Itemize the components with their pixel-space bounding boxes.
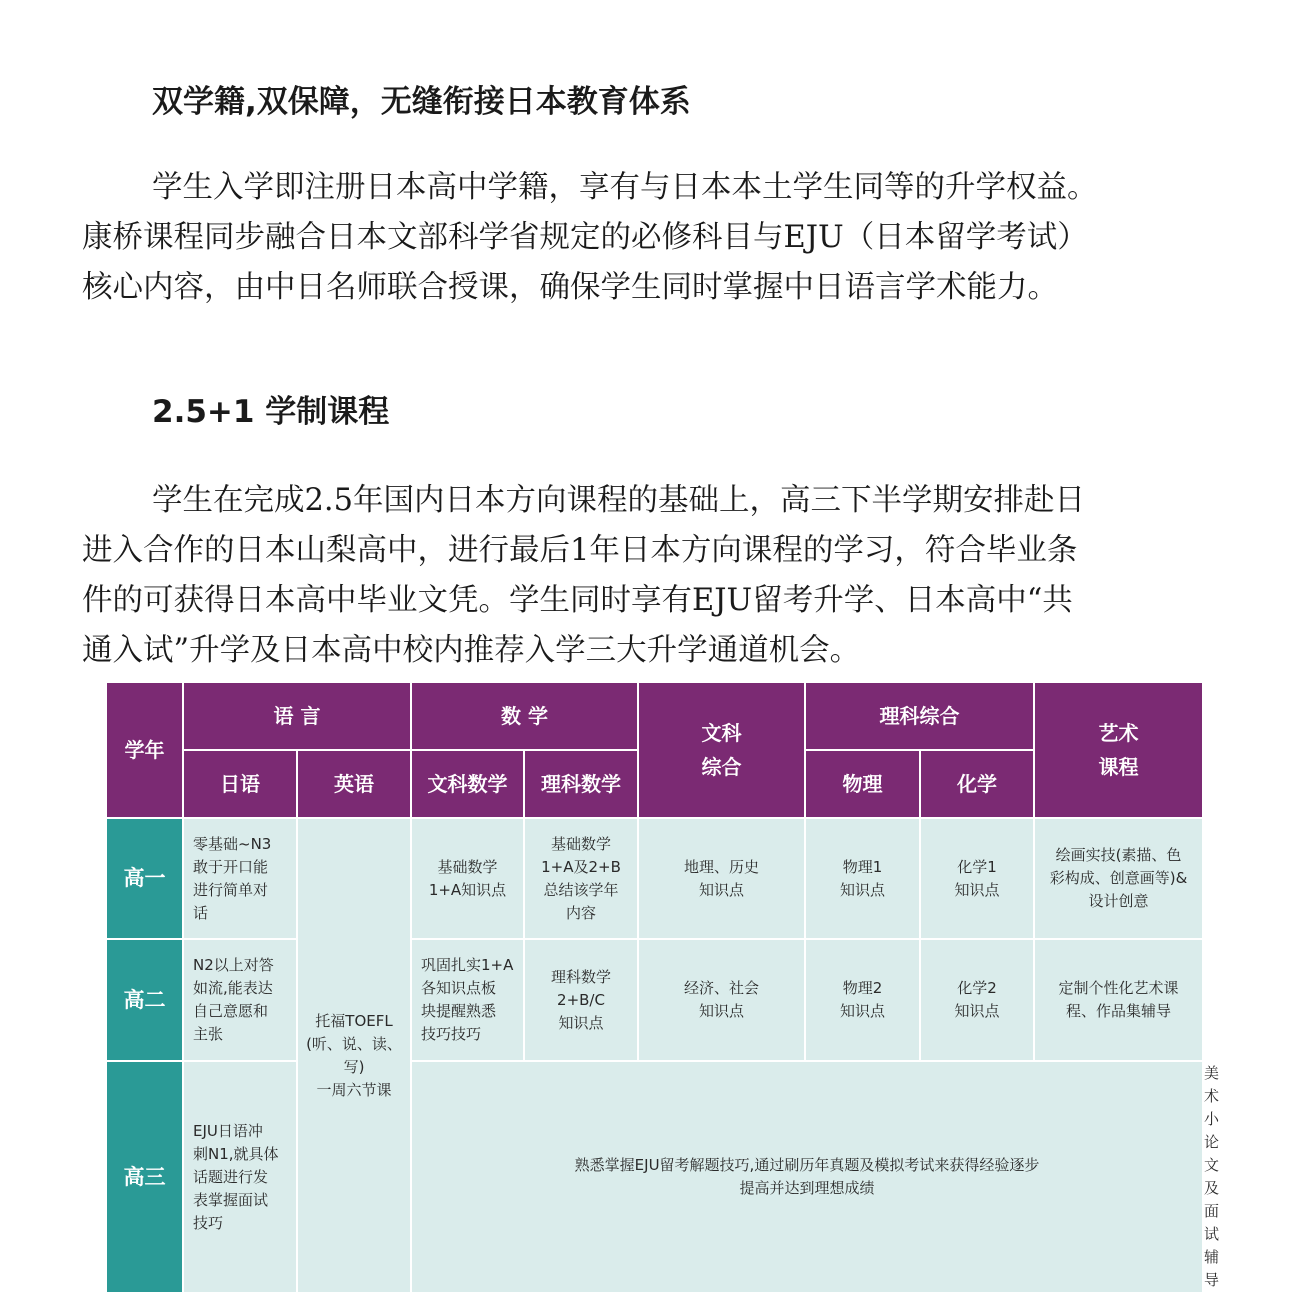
cell-exam-prep: 熟悉掌握EJU留考解题技巧,通过刷历年真题及模拟考试来获得经验逐步 提高并达到理想成绩 <box>411 1061 1203 1293</box>
cell-japanese: EJU日语冲 刺N1,就具体 话题进行发 表掌握面试 技巧 <box>183 1061 297 1293</box>
paragraph-line: 进入合作的日本山梨高中，进行最后1年日本方向课程的学习，符合毕业条 <box>82 533 1078 568</box>
header-liberal-arts: 文科 综合 <box>638 682 805 818</box>
table-row <box>106 939 1203 1061</box>
row-label-grade1: 高一 <box>106 818 183 939</box>
cell-physics: 物理1 知识点 <box>805 818 920 939</box>
cell-art: 绘画实技(素描、色 彩构成、创意画等)& 设计创意 <box>1034 818 1203 939</box>
paragraph-line: 学生入学即注册日本高中学籍，享有与日本本土学生同等的升学权益。 <box>152 170 1098 205</box>
header-physics: 物理 <box>805 750 920 818</box>
header-science-math: 理科数学 <box>524 750 638 818</box>
header-language: 语 言 <box>183 682 411 750</box>
paragraph-line: 康桥课程同步融合日本文部科学省规定的必修科目与EJU（日本留学考试） <box>82 220 1088 255</box>
curriculum-table <box>105 681 1220 1294</box>
header-math: 数 学 <box>411 682 638 750</box>
table-row: 高三 EJU日语冲 刺N1,就具体 话题进行发 表掌握面试 技巧 熟悉掌握EJU留考解题技巧,通过刷历年真题及模拟考试来获得经验逐步 提高并达到理想成绩 美术小论文及 面试辅导 <box>106 1061 1203 1293</box>
row-label-grade2: 高二 <box>106 939 183 1061</box>
header-japanese: 日语 <box>183 750 297 818</box>
cell-english: 托福TOEFL (听、说、读、 写) 一周六节课 <box>297 818 411 1293</box>
cell-liberal-math: 基础数学 1+A知识点 <box>411 818 524 939</box>
paragraph-line: 学生在完成2.5年国内日本方向课程的基础上，高三下半学期安排赴日 <box>152 483 1086 518</box>
header-year: 学年 <box>106 682 183 818</box>
paragraph-line: 件的可获得日本高中毕业文凭。学生同时享有EJU留考升学、日本高中“共 <box>82 583 1073 618</box>
cell-liberal-arts: 经济、社会 知识点 <box>638 939 805 1061</box>
cell-art: 定制个性化艺术课 程、作品集辅导 <box>1034 939 1203 1061</box>
paragraph-line: 通入试”升学及日本高中校内推荐入学三大升学通道机会。 <box>82 633 861 668</box>
section-title-dual-enrollment: 双学籍,双保障，无缝衔接日本教育体系 <box>152 84 691 120</box>
cell-japanese: N2以上对答 如流,能表达 自己意愿和 主张 <box>183 939 297 1061</box>
header-english: 英语 <box>297 750 411 818</box>
header-art: 艺术 课程 <box>1034 682 1203 818</box>
header-liberal-math: 文科数学 <box>411 750 524 818</box>
paragraph-line: 核心内容，由中日名师联合授课，确保学生同时掌握中日语言学术能力。 <box>82 270 1058 305</box>
section-title-program: 2.5+1 学制课程 <box>152 394 390 430</box>
cell-science-math: 理科数学 2+B/C 知识点 <box>524 939 638 1061</box>
header-chemistry: 化学 <box>920 750 1034 818</box>
paragraph-dual-enrollment <box>82 163 1232 313</box>
cell-chemistry: 化学2 知识点 <box>920 939 1034 1061</box>
paragraph-program <box>82 476 1232 676</box>
cell-chemistry: 化学1 知识点 <box>920 818 1034 939</box>
cell-japanese: 零基础~N3 敢于开口能 进行简单对 话 <box>183 818 297 939</box>
header-science: 理科综合 <box>805 682 1034 750</box>
cell-liberal-math: 巩固扎实1+A 各知识点板 块提醒熟悉 技巧技巧 <box>411 939 524 1061</box>
table-row <box>106 818 1203 939</box>
row-label-grade3: 高三 <box>106 1061 183 1293</box>
cell-science-math: 基础数学 1+A及2+B 总结该学年 内容 <box>524 818 638 939</box>
cell-liberal-arts: 地理、历史 知识点 <box>638 818 805 939</box>
cell-physics: 物理2 知识点 <box>805 939 920 1061</box>
